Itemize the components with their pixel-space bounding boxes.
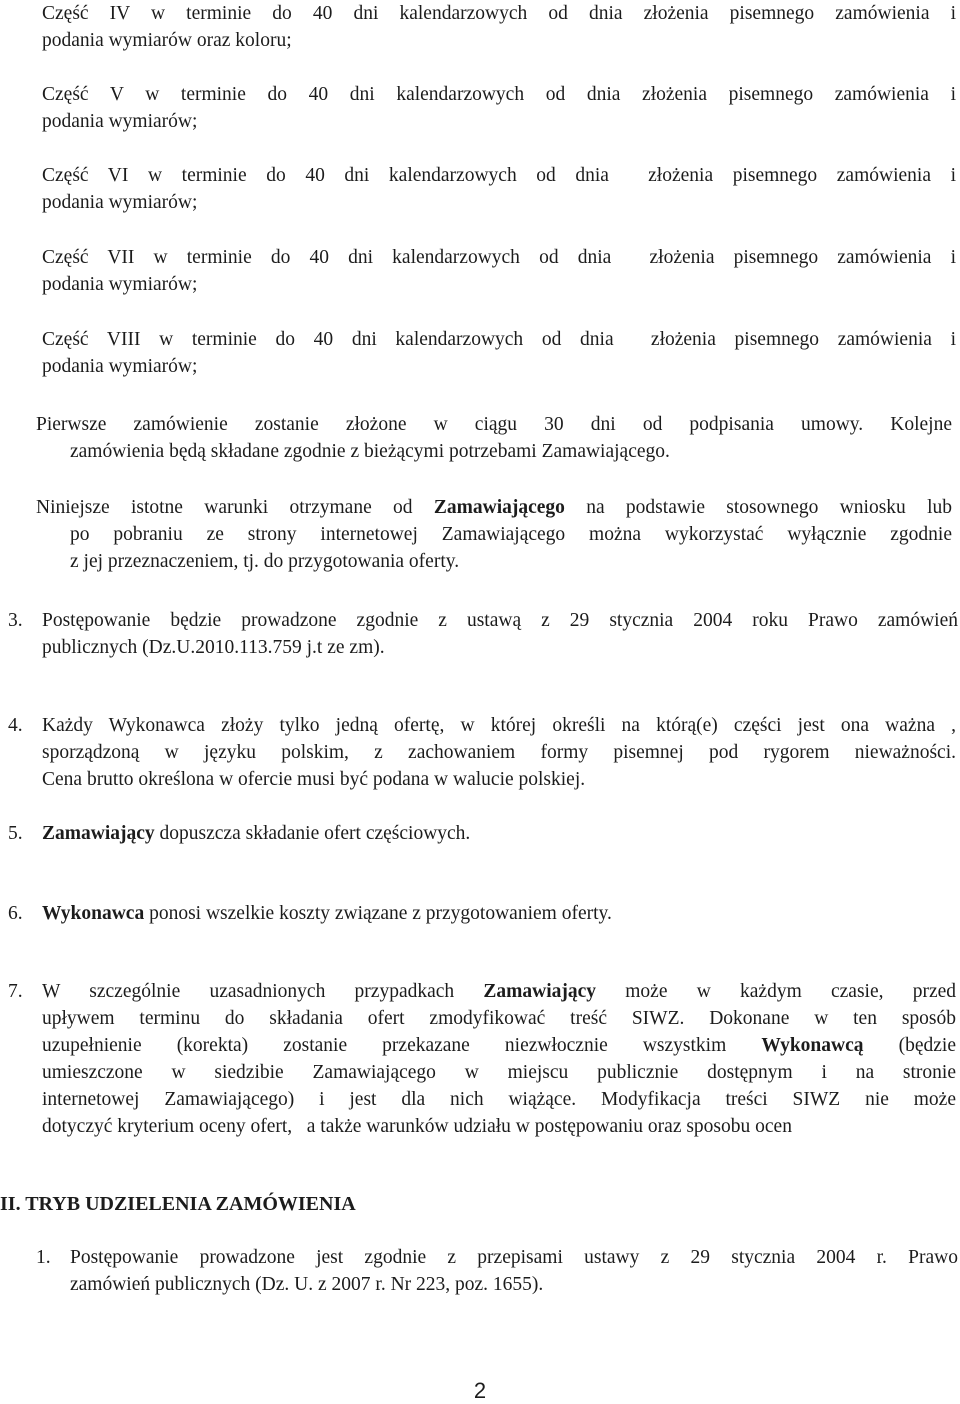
paragraph-line: Część IV w terminie do 40 dni kalendarzowych od dnia złożenia pisemnego zamówienia i [42, 3, 956, 24]
paragraph-line: podania wymiarów; [42, 274, 198, 295]
paragraph-line: Cena brutto określona w ofercie musi być podana w walucie polskiej. [42, 769, 586, 790]
paragraph-line: z jej przeznaczeniem, tj. do przygotowania oferty. [70, 551, 460, 572]
paragraph-line: po pobraniu ze strony internetowej Zamawiającego można wykorzystać wyłącznie zgodnie [70, 524, 952, 545]
paragraph-line: Pierwsze zamówienie zostanie złożone w ciągu 30 dni od podpisania umowy. Kolejne [36, 414, 952, 435]
section-item-1-number: 1. [36, 1247, 51, 1268]
paragraph-line: podania wymiarów; [42, 356, 198, 377]
part-iv-paragraph [42, 0, 956, 54]
conditions-paragraph [36, 494, 952, 575]
paragraph-line: Część VII w terminie do 40 dni kalendarzowych od dnia złożenia pisemnego zamówienia i [42, 247, 956, 268]
part-v-paragraph [42, 81, 956, 135]
item-4-number: 4. [8, 715, 23, 736]
paragraph-line: podania wymiarów; [42, 192, 198, 213]
section-item-1-paragraph [70, 1244, 958, 1298]
paragraph-line: umieszczone w siedzibie Zamawiającego w miejscu publicznie dostępnym i na stronie [42, 1062, 956, 1083]
item-4-paragraph [42, 712, 956, 793]
part-viii-paragraph [42, 326, 956, 380]
item-6-number: 6. [8, 903, 23, 924]
item-5-number: 5. [8, 823, 23, 844]
item-5-paragraph [42, 820, 956, 847]
paragraph-line: zamówienia będą składane zgodnie z bieżącymi potrzebami Zamawiającego. [70, 441, 670, 462]
paragraph-line: Niniejsze istotne warunki otrzymane od Zamawiającego na podstawie stosownego wniosku lub [36, 497, 952, 518]
paragraph-line: zamówień publicznych (Dz. U. z 2007 r. Nr 223, poz. 1655). [70, 1274, 544, 1295]
paragraph-line: internetowej Zamawiającego) i jest dla nich wiążące. Modyfikacja treści SIWZ nie może [42, 1089, 956, 1110]
paragraph-line: Postępowanie będzie prowadzone zgodnie z ustawą z 29 stycznia 2004 roku Prawo zamówień [42, 610, 958, 631]
item-3-number: 3. [8, 610, 23, 631]
section-heading: II. TRYB UDZIELENIA ZAMÓWIENIA [0, 1193, 356, 1215]
part-vi-paragraph [42, 162, 956, 216]
item-7-paragraph [42, 978, 956, 1140]
paragraph-line: publicznych (Dz.U.2010.113.759 j.t ze zm). [42, 637, 385, 658]
page-number: 2 [473, 1378, 487, 1403]
item-3-paragraph [42, 607, 958, 661]
paragraph-line: upływem terminu do składania ofert zmodyfikować treść SIWZ. Dokonane w ten sposób [42, 1008, 956, 1029]
item-6-paragraph [42, 900, 956, 927]
paragraph-line: dotyczyć kryterium oceny ofert, a także warunków udziału w postępowaniu oraz sposobu ocen [42, 1116, 792, 1137]
paragraph-line: W szczególnie uzasadnionych przypadkach Zamawiający może w każdym czasie, przed [42, 981, 957, 1002]
paragraph-line: Część VI w terminie do 40 dni kalendarzowych od dnia złożenia pisemnego zamówienia i [42, 165, 956, 186]
paragraph-line: sporządzoną w języku polskim, z zachowaniem formy pisemnej pod rygorem nieważności. [42, 742, 956, 763]
paragraph-line: Postępowanie prowadzone jest zgodnie z przepisami ustawy z 29 stycznia 2004 r. Prawo [70, 1247, 958, 1268]
paragraph-line: podania wymiarów oraz koloru; [42, 30, 292, 51]
paragraph-line: Wykonawca ponosi wszelkie koszty związane z przygotowaniem oferty. [42, 903, 612, 924]
paragraph-line: Część V w terminie do 40 dni kalendarzowych od dnia złożenia pisemnego zamówienia i [42, 84, 956, 105]
first-order-paragraph [36, 411, 952, 465]
paragraph-line: Każdy Wykonawca złoży tylko jedną ofertę, w której określi na którą(e) części jest ona ważna , [42, 715, 956, 736]
paragraph-line: uzupełnienie (korekta) zostanie przekazane niezwłocznie wszystkim Wykonawcą (będzie [42, 1035, 956, 1056]
paragraph-line: podania wymiarów; [42, 111, 198, 132]
item-7-number: 7. [8, 981, 23, 1002]
part-vii-paragraph [42, 244, 956, 298]
paragraph-line: Część VIII w terminie do 40 dni kalendarzowych od dnia złożenia pisemnego zamówienia i [42, 329, 956, 350]
paragraph-line: Zamawiający dopuszcza składanie ofert częściowych. [42, 823, 471, 844]
